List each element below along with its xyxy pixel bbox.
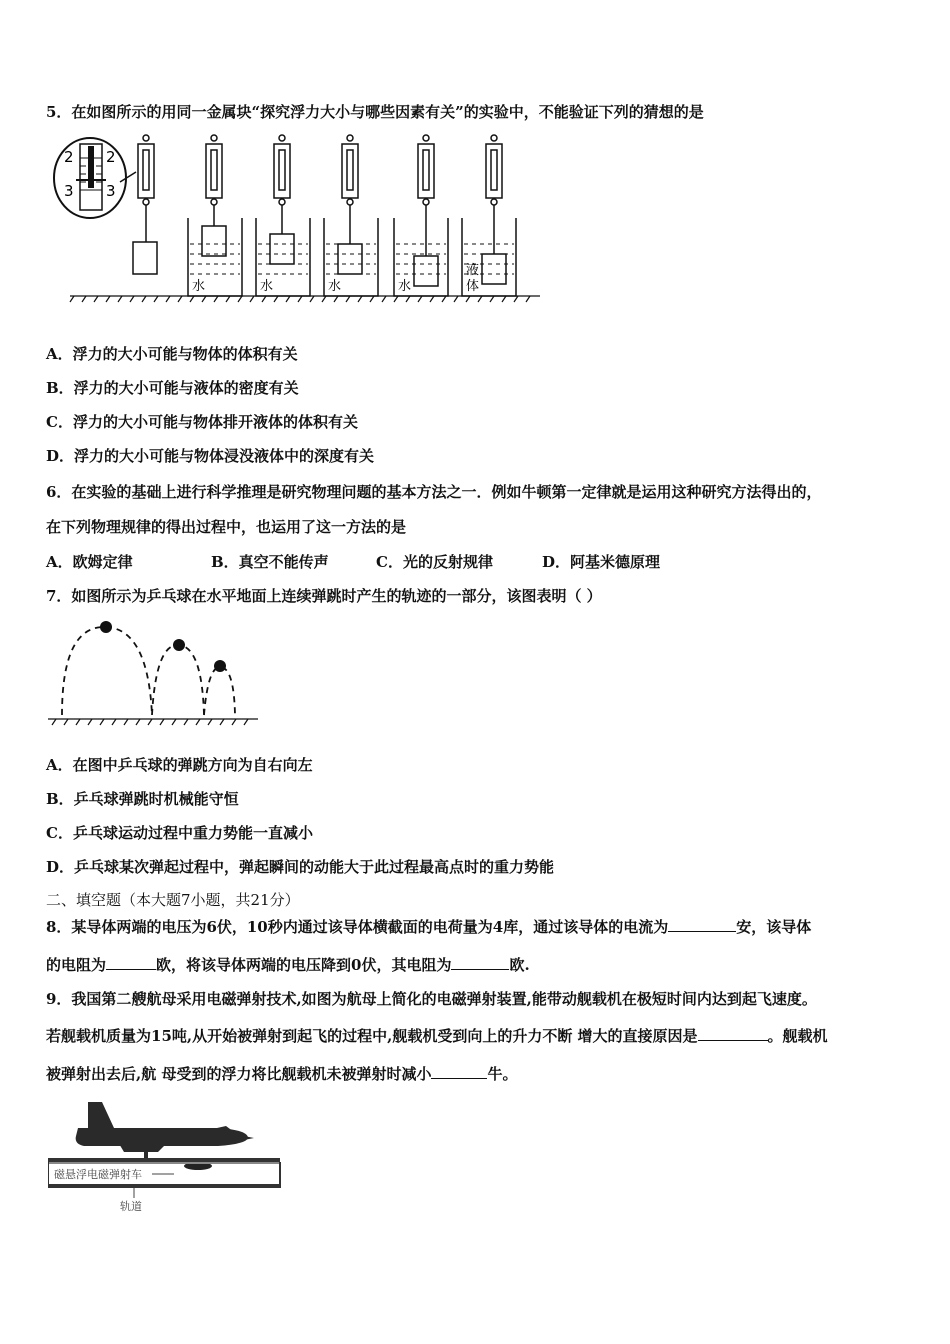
ball-high: [100, 621, 112, 633]
label-water-1: 水: [192, 279, 206, 294]
q6-option-d: D．阿基米德原理: [542, 553, 661, 571]
q7-option-b: B．乒乓球弹跳时机械能守恒: [46, 790, 239, 808]
q5-stem: 5．在如图所示的用同一金属块“探究浮力大小与哪些因素有关”的实验中，不能验证下列的猜想的是: [46, 103, 704, 121]
q9-line2: [46, 1026, 828, 1046]
q5-option-a: A．浮力的大小可能与物体的体积有关: [46, 345, 298, 363]
spring-scale-1: [133, 135, 157, 274]
q9-text-3b: 牛。: [487, 1065, 518, 1083]
q9-catapult-figure: [48, 1098, 288, 1216]
scale-right-3: 3: [106, 182, 116, 200]
q5-option-b: B．浮力的大小可能与液体的密度有关: [46, 379, 299, 397]
catapult-label: 磁悬浮电磁弹射车: [54, 1168, 142, 1181]
track-label: 轨道: [120, 1200, 142, 1213]
bounce-trajectory: [62, 627, 235, 715]
q6-option-a: A．欧姆定律: [46, 553, 133, 571]
q8-blank-resistance[interactable]: [106, 955, 156, 970]
q7-option-c: C．乒乓球运动过程中重力势能一直减小: [46, 824, 313, 842]
spring-scale-5: [414, 135, 438, 286]
scale-left-3: 3: [64, 182, 74, 200]
fighter-jet-icon: [76, 1102, 254, 1160]
q6-stem-line1: 6．在实验的基础上进行科学推理是研究物理问题的基本方法之一．例如牛顿第一定律就是运用这种研究方法得出的，: [46, 483, 822, 501]
q7-bounce-figure: [44, 615, 264, 730]
q9-line1: 9．我国第二艘航母采用电磁弹射技术,如图为航母上简化的电磁弹射装置,能带动舰载机在极短时间内达到起飞速度。: [46, 990, 817, 1008]
spring-scale-2: [202, 135, 226, 256]
label-water-2: 水: [260, 279, 274, 294]
q9-text-2a: 若舰载机质量为15吨,从开始被弹射到起飞的过程中,舰载机受到向上的升力不断 增大的直接原因是: [46, 1027, 698, 1045]
q7-option-a: A．在图中乒乓球的弹跳方向为自右向左: [46, 756, 313, 774]
bounce-ground: [48, 719, 258, 725]
q9-text-2b: 。舰载机: [767, 1027, 828, 1045]
ground-line: [70, 296, 540, 302]
q6-option-c: C．光的反射规律: [376, 553, 493, 571]
label-liquid-2: 体: [466, 279, 480, 294]
q7-option-d: D．乒乓球某次弹起过程中，弹起瞬间的动能大于此过程最高点时的重力势能: [46, 858, 555, 876]
q9-blank-lift-reason[interactable]: [698, 1026, 768, 1041]
magnified-scale-icon: [54, 138, 136, 218]
q8-text-1: 8．某导体两端的电压为6伏，10秒内通过该导体横截面的电荷量为4库，通过该导体的电流为: [46, 918, 669, 936]
q5-buoyancy-figure: [50, 130, 550, 305]
scale-right-2: 2: [106, 148, 116, 166]
section-2-title: 二、填空题（本大题7小题，共21分）: [46, 891, 300, 909]
q8-text-5: 欧.: [509, 956, 530, 974]
q8-blank-resistance-zero[interactable]: [451, 955, 509, 970]
q7-stem: 7．如图所示为乒乓球在水平地面上连续弹跳时产生的轨迹的一部分，该图表明（ ）: [46, 587, 602, 605]
label-water-3: 水: [328, 279, 342, 294]
q8-line1: [46, 917, 811, 937]
q5-option-c: C．浮力的大小可能与物体排开液体的体积有关: [46, 413, 358, 431]
q9-line3: [46, 1064, 517, 1084]
q6-option-b: B．真空不能传声: [211, 553, 329, 571]
q8-text-4: 欧，将该导体两端的电压降到0伏，其电阻为: [156, 956, 452, 974]
spring-scale-4: [338, 135, 362, 274]
q9-blank-buoyancy[interactable]: [431, 1064, 487, 1079]
label-water-4: 水: [398, 279, 412, 294]
ball-mid: [173, 639, 185, 651]
spring-scale-3: [270, 135, 294, 264]
q9-text-3a: 被弹射出去后,航 母受到的浮力将比舰载机未被弹射时减小: [46, 1065, 432, 1083]
q8-line2: [46, 955, 530, 975]
scale-left-2: 2: [64, 148, 74, 166]
q8-text-2: 安，该导体: [736, 918, 812, 936]
q6-stem-line2: 在下列物理规律的得出过程中，也运用了这一方法的是: [46, 518, 407, 536]
q8-text-3: 的电阻为: [46, 956, 107, 974]
spring-scale-6: [482, 135, 506, 284]
ball-low: [214, 660, 226, 672]
q8-blank-current[interactable]: [668, 917, 736, 932]
q5-option-d: D．浮力的大小可能与物体浸没液体中的深度有关: [46, 447, 375, 465]
label-liquid-1: 液: [466, 263, 480, 278]
